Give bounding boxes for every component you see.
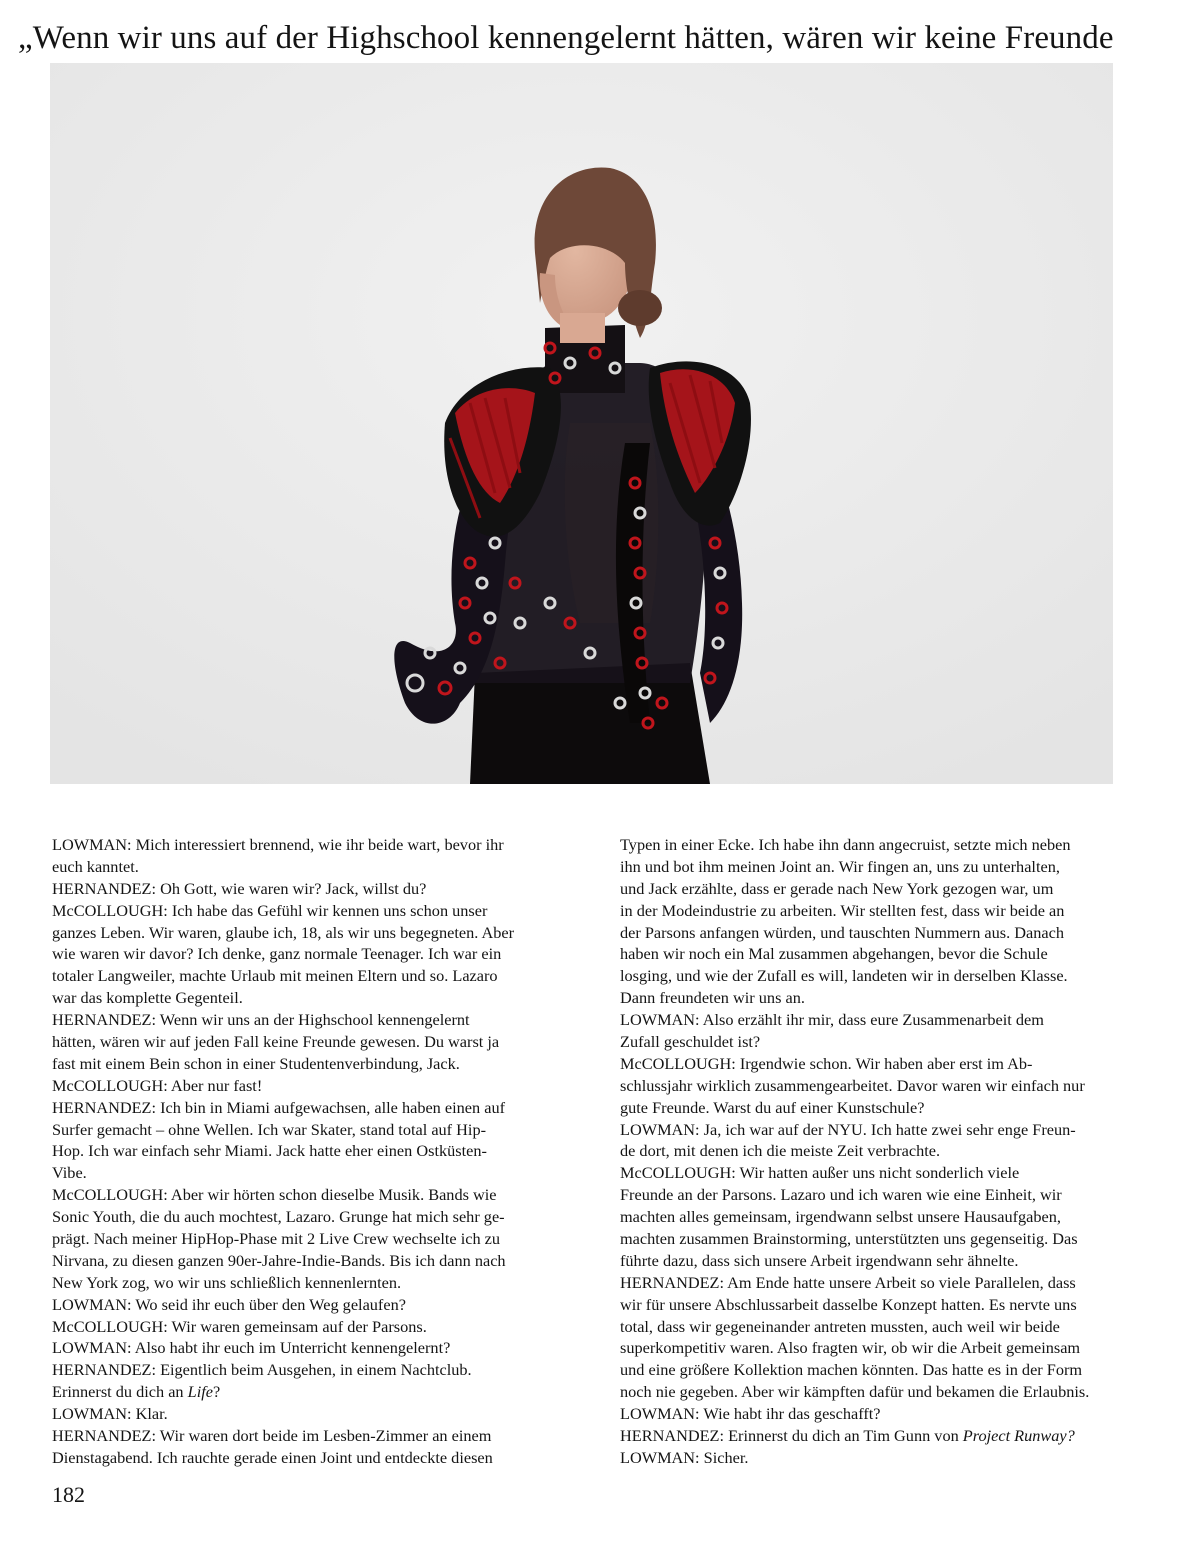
- text-line: [620, 1031, 1140, 1053]
- text-segment: war das komplette Gegenteil.: [52, 988, 243, 1008]
- text-segment: und Jack erzählte, dass er gerade nach New York gezogen war, um: [620, 878, 1054, 898]
- text-line: [52, 1053, 572, 1075]
- text-segment: LOWMAN: Wo seid ihr euch über den Weg gelaufen?: [52, 1294, 406, 1314]
- text-segment: Surfer gemacht – ohne Wellen. Ich war Skater, stand total auf Hip-: [52, 1119, 487, 1139]
- text-segment: prägt. Nach meiner HipHop-Phase mit 2 Live Crew wechselte ich zu: [52, 1229, 501, 1249]
- text-segment: Freunde an der Parsons. Lazaro und ich waren wie eine Einheit, wir: [620, 1185, 1062, 1205]
- text-segment: McCOLLOUGH: Aber nur fast!: [52, 1075, 263, 1095]
- text-line: [52, 1316, 572, 1338]
- text-line: [52, 1337, 572, 1359]
- text-line: [52, 900, 572, 922]
- text-line: [52, 1294, 572, 1316]
- text-segment: HERNANDEZ: Wenn wir uns an der Highschool kennengelernt: [52, 1010, 470, 1030]
- text-segment: LOWMAN: Also erzählt ihr mir, dass eure Zusammenarbeit dem: [620, 1010, 1044, 1030]
- text-segment: HERNANDEZ: Oh Gott, wie waren wir? Jack, willst du?: [52, 878, 427, 898]
- text-line: [620, 1337, 1140, 1359]
- text-line: [52, 1162, 572, 1184]
- text-segment: hätten, wären wir auf jeden Fall keine Freunde gewesen. Du warst ja: [52, 1032, 500, 1052]
- text-line: [52, 878, 572, 900]
- text-segment: LOWMAN: Wie habt ihr das geschafft?: [620, 1404, 881, 1424]
- text-segment: Dienstagabend. Ich rauchte gerade einen Joint und entdeckte diesen: [52, 1447, 493, 1467]
- italic-title: Project Runway?: [962, 1426, 1075, 1446]
- text-line: [620, 1206, 1140, 1228]
- text-segment: McCOLLOUGH: Irgendwie schon. Wir haben aber erst im Ab-: [620, 1053, 1033, 1073]
- text-segment: McCOLLOUGH: Wir hatten außer uns nicht sonderlich viele: [620, 1163, 1020, 1183]
- text-segment: Dann freundeten wir uns an.: [620, 988, 805, 1008]
- text-segment: HERNANDEZ: Am Ende hatte unsere Arbeit so viele Parallelen, dass: [620, 1272, 1076, 1292]
- text-segment: HERNANDEZ: Erinnerst du dich an Tim Gunn von: [620, 1426, 963, 1446]
- text-line: [620, 900, 1140, 922]
- text-segment: machten zusammen Brainstorming, unterstützten uns gegenseitig. Das: [620, 1229, 1078, 1249]
- text-segment: Typen in einer Ecke. Ich habe ihn dann angecruist, setzte mich neben: [620, 835, 1071, 854]
- text-line: [52, 1206, 572, 1228]
- text-line: [620, 987, 1140, 1009]
- text-segment: LOWMAN: Klar.: [52, 1404, 168, 1424]
- text-line: [620, 1053, 1140, 1075]
- text-segment: machten alles gemeinsam, irgendwann selbst unsere Hausaufgaben,: [620, 1207, 1061, 1227]
- text-segment: Nirvana, zu diesen ganzen 90er-Jahre-Indie-Bands. Bis ich dann nach: [52, 1250, 506, 1270]
- text-line: [620, 1447, 1140, 1469]
- text-segment: schlussjahr wirklich zusammengearbeitet. Davor waren wir einfach nur: [620, 1075, 1085, 1095]
- text-segment: Zufall geschuldet ist?: [620, 1032, 761, 1052]
- text-line: [52, 1184, 572, 1206]
- text-line: [52, 1250, 572, 1272]
- text-line: [620, 1119, 1140, 1141]
- text-line: [620, 1097, 1140, 1119]
- text-line: [620, 1425, 1140, 1447]
- text-segment: euch kanntet.: [52, 856, 139, 876]
- text-line: [52, 1009, 572, 1031]
- text-line: [52, 1381, 572, 1403]
- text-line: [52, 1425, 572, 1447]
- text-line: [620, 1294, 1140, 1316]
- text-line: [620, 1272, 1140, 1294]
- page-number: 182: [52, 1482, 85, 1507]
- text-segment: in der Modeindustrie zu arbeiten. Wir stellten fest, dass wir beide an: [620, 900, 1065, 920]
- text-segment: Vibe.: [52, 1163, 87, 1183]
- text-segment: LOWMAN: Also habt ihr euch im Unterricht kennengelernt?: [52, 1338, 451, 1358]
- text-line: [620, 1381, 1140, 1403]
- text-line: [52, 1097, 572, 1119]
- text-segment: LOWMAN: Ja, ich war auf der NYU. Ich hatte zwei sehr enge Freun-: [620, 1119, 1076, 1139]
- text-segment: de dort, mit denen ich die meiste Zeit verbrachte.: [620, 1141, 941, 1161]
- text-segment: der Parsons anfangen würden, und tauschten Nummern aus. Danach: [620, 922, 1064, 942]
- model-head: [535, 167, 662, 343]
- text-line: [52, 1140, 572, 1162]
- text-line: [52, 1119, 572, 1141]
- text-segment: HERNANDEZ: Eigentlich beim Ausgehen, in einem Nachtclub.: [52, 1360, 472, 1380]
- text-line: [620, 1009, 1140, 1031]
- text-line: [620, 856, 1140, 878]
- text-segment: ganzes Leben. Wir waren, glaube ich, 18, als wir uns begegneten. Aber: [52, 922, 514, 942]
- text-segment: führte dazu, dass sich unsere Arbeit irgendwann sehr ähnelte.: [620, 1250, 1019, 1270]
- text-line: [620, 943, 1140, 965]
- text-segment: noch nie gegeben. Aber wir kämpften dafür und bekamen die Erlaubnis.: [620, 1382, 1090, 1402]
- text-line: [52, 922, 572, 944]
- text-line: [620, 1140, 1140, 1162]
- text-line: [52, 1228, 572, 1250]
- text-segment: New York zog, wo wir uns schließlich kennenlernten.: [52, 1272, 402, 1292]
- text-line: [52, 1075, 572, 1097]
- text-segment: Hop. Ich war einfach sehr Miami. Jack hatte eher einen Ostküsten-: [52, 1141, 487, 1161]
- text-line: [620, 1184, 1140, 1206]
- text-segment: LOWMAN: Mich interessiert brennend, wie ihr beide wart, bevor ihr: [52, 835, 504, 854]
- text-segment: HERNANDEZ: Wir waren dort beide im Lesben-Zimmer an einem: [52, 1426, 492, 1446]
- text-segment: McCOLLOUGH: Ich habe das Gefühl wir kennen uns schon unser: [52, 900, 488, 920]
- italic-title: Life: [187, 1382, 213, 1402]
- article-column-left: [52, 834, 572, 1469]
- text-segment: LOWMAN: Sicher.: [620, 1447, 749, 1467]
- text-line: [620, 1359, 1140, 1381]
- text-line: [52, 856, 572, 878]
- article-column-right: [620, 834, 1140, 1469]
- text-line: [620, 1403, 1140, 1425]
- text-segment: und eine größere Kollektion machen könnten. Das hatte es in der Form: [620, 1360, 1083, 1380]
- text-line: [52, 987, 572, 1009]
- text-line: [52, 943, 572, 965]
- text-segment: McCOLLOUGH: Wir waren gemeinsam auf der Parsons.: [52, 1316, 427, 1336]
- text-segment: Sonic Youth, die du auch mochtest, Lazaro. Grunge hat mich sehr ge-: [52, 1207, 505, 1227]
- text-line: [52, 965, 572, 987]
- fashion-photo: [50, 63, 1113, 784]
- text-line: [52, 1447, 572, 1469]
- headline: „Wenn wir uns auf der Highschool kennengelernt hätten, wären wir keine Freunde: [18, 20, 1114, 56]
- text-segment: fast mit einem Bein schon in einer Studentenverbindung, Jack.: [52, 1053, 460, 1073]
- text-segment: ihn und bot ihm meinen Joint an. Wir fingen an, uns zu unterhalten,: [620, 856, 1060, 876]
- text-segment: McCOLLOUGH: Aber wir hörten schon dieselbe Musik. Bands wie: [52, 1185, 497, 1205]
- text-segment: Erinnerst du dich an: [52, 1382, 188, 1402]
- text-line: [52, 1359, 572, 1381]
- text-segment: superkompetitiv waren. Also fragten wir, ob wir die Arbeit gemeinsam: [620, 1338, 1081, 1358]
- text-segment: haben wir noch ein Mal zusammen abgehangen, bevor die Schule: [620, 944, 1048, 964]
- text-segment: total, dass wir gegeneinander antreten mussten, auch weil wir beide: [620, 1316, 1060, 1336]
- text-line: [620, 1228, 1140, 1250]
- text-line: [620, 1162, 1140, 1184]
- text-line: [620, 922, 1140, 944]
- text-segment: gute Freunde. Warst du auf einer Kunstschule?: [620, 1097, 925, 1117]
- text-line: [620, 1075, 1140, 1097]
- text-line: [52, 1403, 572, 1425]
- text-line: [620, 965, 1140, 987]
- text-line: [620, 834, 1140, 856]
- text-segment: wir für unsere Abschlussarbeit dasselbe Konzept hatten. Es nervte uns: [620, 1294, 1077, 1314]
- text-segment: totaler Langweiler, machte Urlaub mit meinen Eltern und so. Lazaro: [52, 966, 498, 986]
- text-line: [620, 878, 1140, 900]
- text-segment: ?: [212, 1382, 221, 1402]
- text-segment: HERNANDEZ: Ich bin in Miami aufgewachsen, alle haben einen auf: [52, 1097, 506, 1117]
- text-line: [52, 834, 572, 856]
- text-segment: wie waren wir davor? Ich denke, ganz normale Teenager. Ich war ein: [52, 944, 502, 964]
- text-line: [620, 1250, 1140, 1272]
- text-line: [52, 1272, 572, 1294]
- text-line: [52, 1031, 572, 1053]
- text-line: [620, 1316, 1140, 1338]
- text-segment: losging, und wie der Zufall es will, landeten wir in derselben Klasse.: [620, 966, 1068, 986]
